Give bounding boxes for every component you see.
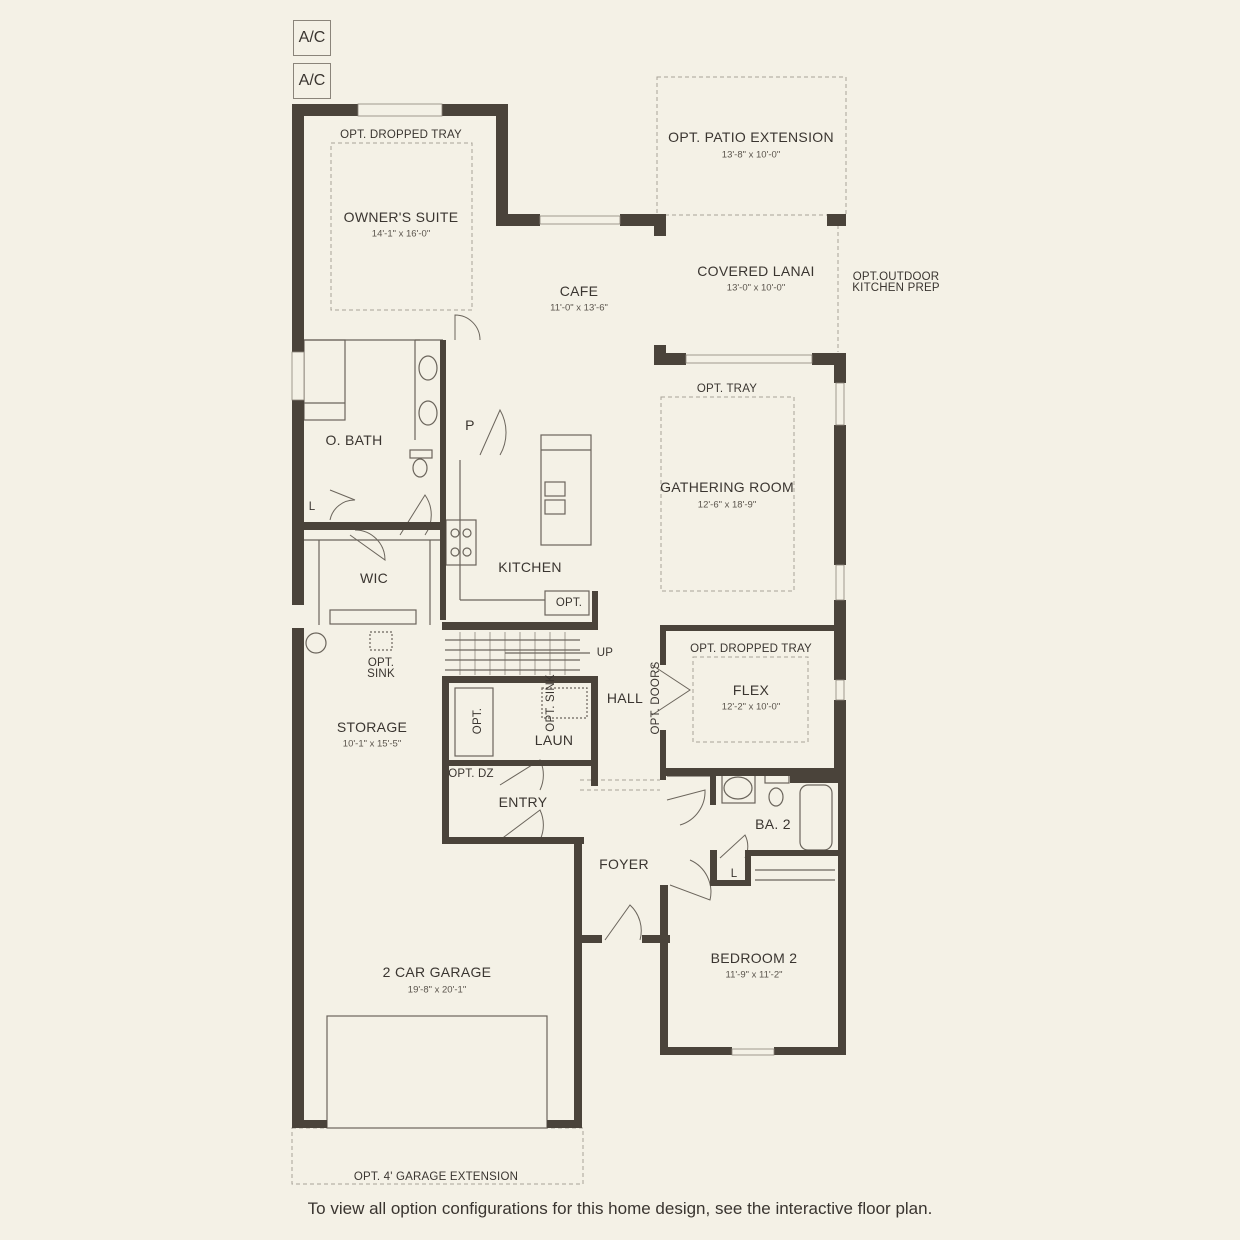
foyer-label: FOYER	[599, 856, 649, 872]
entry-label: ENTRY	[498, 794, 548, 810]
garage-sink-label-2: SINK	[367, 668, 395, 680]
patio-extension-label: OPT. PATIO EXTENSION	[668, 129, 834, 145]
gathering-room-dim: 12'-6" x 18'-9"	[697, 499, 757, 511]
footer-note: To view all option configurations for this home design, see the interactive floor plan.	[307, 1199, 933, 1218]
gathering-room-label: GATHERING ROOM	[660, 479, 794, 495]
covered-lanai-label: COVERED LANAI	[697, 263, 815, 279]
patio-extension-outline	[657, 77, 846, 215]
pantry-label: P	[465, 417, 475, 433]
storage-label: STORAGE	[336, 719, 408, 735]
outdoor-kitchen-label: OPT.OUTDOOR	[852, 271, 940, 283]
bath-2-label: BA. 2	[755, 816, 791, 832]
bedroom-2-label: BEDROOM 2	[710, 950, 798, 966]
owners-suite-dim: 14'-1" x 16'-0"	[371, 228, 431, 240]
garage-sink-label: OPT.	[367, 657, 395, 669]
covered-lanai-dim: 13'-0" x 10'-0"	[726, 282, 786, 294]
flex-tray-note: OPT. DROPPED TRAY	[690, 643, 812, 655]
drop-zone-label: OPT. DZ	[448, 768, 494, 780]
linen-closet-2-label: L	[730, 868, 738, 880]
garage-extension-label: OPT. 4' GARAGE EXTENSION	[353, 1171, 519, 1183]
owners-suite-tray-note: OPT. DROPPED TRAY	[340, 129, 462, 141]
kitchen-opt-label: OPT.	[555, 597, 583, 609]
patio-extension-dim: 13'-8" x 10'-0"	[721, 149, 781, 161]
owners-tray-outline	[331, 143, 472, 310]
laundry-label: LAUN	[534, 732, 574, 748]
ac-unit: A/C	[293, 20, 331, 56]
flex-doors-label: OPT. DOORS	[650, 661, 662, 735]
cafe-label: CAFE	[559, 283, 599, 299]
laundry-opt-label: OPT.	[472, 707, 484, 735]
owners-bath-label: O. BATH	[325, 432, 383, 448]
flex-dim: 12'-2" x 10'-0"	[721, 701, 781, 713]
flex-label: FLEX	[732, 682, 770, 698]
flex-tray-outline	[693, 657, 808, 742]
wic-label: WIC	[359, 570, 389, 586]
laundry-sink-label: OPT. SINK	[545, 674, 557, 732]
cafe-dim: 11'-0" x 13'-6"	[550, 302, 608, 314]
stairs-up-label: UP	[596, 647, 614, 659]
gathering-tray-note: OPT. TRAY	[696, 383, 758, 395]
hall-label: HALL	[606, 690, 644, 706]
storage-dim: 10'-1" x 15'-5"	[342, 738, 402, 750]
owners-suite-label: OWNER'S SUITE	[343, 209, 459, 225]
ac-unit: A/C	[293, 63, 331, 99]
garage-label: 2 CAR GARAGE	[382, 964, 492, 980]
outdoor-kitchen-label-2: KITCHEN PREP	[852, 282, 940, 294]
garage-dim: 19'-8" x 20'-1"	[407, 984, 467, 996]
kitchen-label: KITCHEN	[498, 559, 562, 575]
bedroom-2-dim: 11'-9" x 11'-2"	[725, 969, 783, 981]
linen-closet-label: L	[308, 501, 316, 513]
